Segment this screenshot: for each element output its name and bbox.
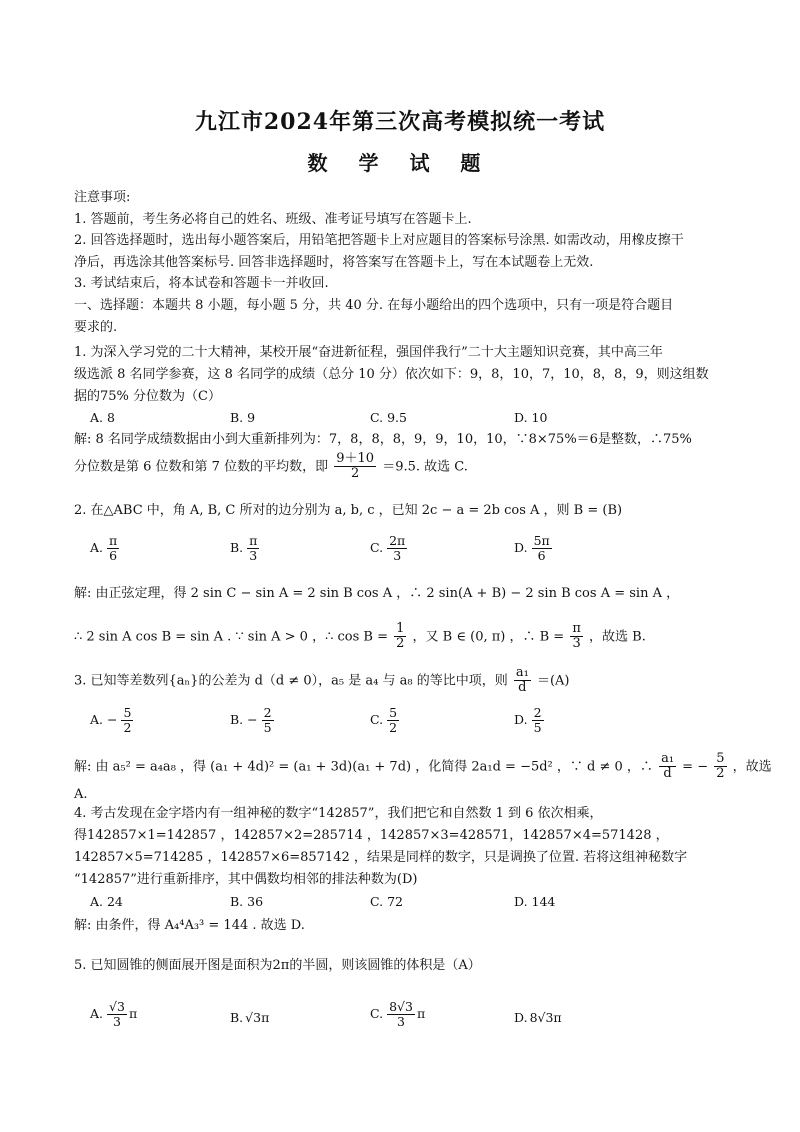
q1-solution-line1: 解: 8 名同学成绩数据由小到大重新排列为：7，8，8，8，9，9，10，10，∵8×75%＝6是整数，∴75% bbox=[74, 432, 692, 447]
notice-item-2: 2. 回答选择题时，选出每小题答案后，用铅笔把答题卡上对应题目的答案标号涂黑. 如需改动，用橡皮擦干 bbox=[74, 233, 684, 248]
q2-solution-line2: ∴ 2 sin A cos B = sin A . ∵ sin A > 0 ，∴ cos B = $\frac{1}{2}$ ，又 B ∈ (0, π) ，∴ B = $\frac{\pi}{3}$ ，故选 B. bbox=[74, 621, 646, 652]
q1-option-a: A. 8 bbox=[90, 410, 115, 425]
q1-stem-line2: 级选派 8 名同学参赛，这 8 名同学的成绩（总分 10 分）依次如下：9，8，10，7，10，8，8，9，则这组数 bbox=[74, 367, 709, 382]
q1-stem-line3: 据的75% 分位数为（C） bbox=[74, 389, 221, 404]
notice-item-3: 3. 考试结束后，将本试卷和答题卡一并收回. bbox=[74, 276, 329, 291]
q2-solution-line1: 解: 由正弦定理，得 2 sin C − sin A = 2 sin B cos A ，∴ 2 sin(A + B) − 2 sin B cos A = sin A ， bbox=[74, 586, 680, 601]
q4-option-b: B. 36 bbox=[230, 894, 264, 909]
exam-subtitle: 数 学 试 题 bbox=[307, 151, 493, 175]
q2-option-a: A. $\frac{\pi}{6}$ bbox=[90, 533, 118, 563]
q1-solution-line2: 分位数是第 6 位数和第 7 位数的平均数，即 $\frac{9+10}{2}$ ＝9.5. 故选 C. bbox=[74, 451, 468, 482]
notice-heading: 注意事项: bbox=[74, 190, 131, 205]
q3-solution-line2: A. bbox=[74, 787, 88, 802]
q5-option-b: B. √3π bbox=[230, 1010, 270, 1025]
q3-solution-line1: 解: 由 a₅² = a₄a₈ ，得 (a₁ + 4d)² = (a₁ + 3d)(a₁ + 7d) ，化简得 2a₁d = −5d² ，∵ d ≠ 0 ，∴ $\frac{\text{a₁}}{d}$ = − $\frac{5}{2}$ ，故选 bbox=[74, 751, 772, 782]
q1-option-c: C. 9.5 bbox=[370, 410, 407, 425]
notice-item-1: 1. 答题前，考生务必将自己的姓名、班级、准考证号填写在答题卡上. bbox=[74, 212, 472, 227]
q4-stem-line1: 4. 考古发现在金字塔内有一组神秘的数字“142857”，我们把它和自然数 1 到 6 依次相乘， bbox=[74, 806, 603, 821]
q1-option-b: B. 9 bbox=[230, 410, 256, 425]
q3-stem: 3. 已知等差数列{aₙ}的公差为 d（d ≠ 0），a₅ 是 a₄ 与 a₈ 的等比中项，则 $\frac{\text{a₁}}{d}$ ＝(A) bbox=[74, 665, 570, 696]
q4-solution: 解: 由条件，得 A₄⁴A₃³ = 144 . 故选 D. bbox=[74, 918, 305, 933]
q1-stem-line1: 1. 为深入学习党的二十大精神，某校开展“奋进新征程，强国伴我行”二十大主题知识竞赛，其中高三年 bbox=[74, 345, 663, 360]
q2-option-c: C. $\frac{2\pi}{3}$ bbox=[370, 533, 406, 563]
q4-option-a: A. 24 bbox=[90, 894, 123, 909]
q2-stem: 2. 在△ABC 中，角 A, B, C 所对的边分别为 a, b, c ，已知 2c − a = 2b cos A ，则 B = (B) bbox=[74, 503, 623, 518]
q5-option-d: D. 8√3π bbox=[514, 1010, 562, 1025]
q5-option-a: A. $\frac{√3}{3}$ π bbox=[90, 999, 138, 1029]
q4-option-d: D. 144 bbox=[514, 894, 556, 909]
q4-option-c: C. 72 bbox=[370, 894, 403, 909]
q5-option-c: C. $\frac{8√3}{3}$ π bbox=[370, 999, 426, 1029]
q1-option-d: D. 10 bbox=[514, 410, 548, 425]
q4-stem-line4: “142857”进行重新排序，其中偶数均相邻的排法种数为(D) bbox=[74, 872, 418, 887]
q1-solution-fraction: $\frac{9+10}{2}$ bbox=[336, 451, 375, 482]
section-1-heading-cont: 要求的. bbox=[74, 320, 118, 335]
q3-option-c: C. $\frac{5}{2}$ bbox=[370, 705, 398, 735]
exam-title: 九江市2024年第三次高考模拟统一考试 bbox=[194, 109, 606, 135]
q3-option-a: A. − $\frac{5}{2}$ bbox=[90, 705, 132, 735]
q4-stem-line2: 得142857×1=142857 ，142857×2=285714 ，142857×3=428571，142857×4=571428 ， bbox=[74, 828, 669, 843]
section-1-heading: 一、选择题：本题共 8 小题，每小题 5 分，共 40 分. 在每小题给出的四个选项中，只有一项是符合题目 bbox=[74, 298, 674, 313]
q2-option-b: B. $\frac{\pi}{3}$ bbox=[230, 533, 258, 563]
q3-option-b: B. − $\frac{2}{5}$ bbox=[230, 705, 272, 735]
q3-option-d: D. $\frac{2}{5}$ bbox=[514, 705, 542, 735]
q4-stem-line3: 142857×5=714285 ，142857×6=857142 ，结果是同样的数字，只是调换了位置. 若将这组神秘数字 bbox=[74, 850, 688, 865]
notice-item-2-cont: 净后，再选涂其他答案标号. 回答非选择题时，将答案写在答题卡上，写在本试题卷上无效. bbox=[74, 255, 594, 270]
q5-stem: 5. 已知圆锥的侧面展开图是面积为2π的半圆，则该圆锥的体积是（A） bbox=[74, 958, 481, 973]
q2-option-d: D. $\frac{5\pi}{6}$ bbox=[514, 533, 550, 563]
